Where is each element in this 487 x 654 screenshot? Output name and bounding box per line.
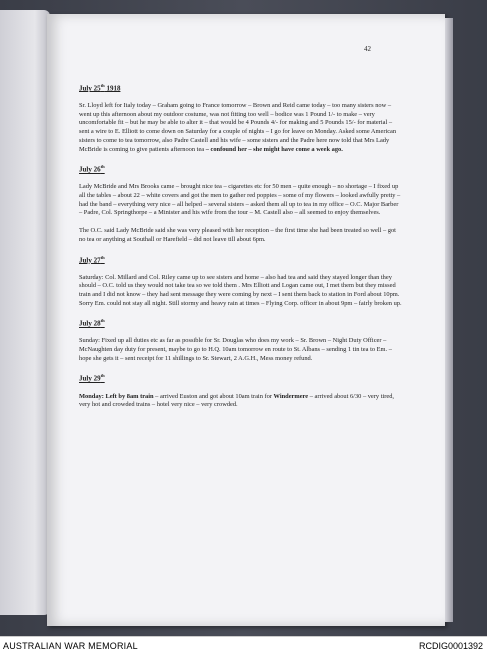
bold-text-run: Monday: Left by 8am train xyxy=(79,392,154,400)
text-run: The O.C. said Lady McBride said she was very pleased with her reception – the first time she had been treated so well – got no tea or anything at Southall or Harefield – did not leave till about 6pm. xyxy=(79,227,396,243)
page-stack-edge xyxy=(445,18,453,622)
entry-date-heading xyxy=(79,317,402,328)
entry-date-suffix: th xyxy=(100,373,105,379)
entry-date-suffix: th xyxy=(100,254,105,260)
entry-date-heading xyxy=(79,372,402,383)
text-run: – arrived Euston and got about 10am train for xyxy=(153,392,274,400)
bold-text-run: Windermere xyxy=(273,392,309,400)
entry-date-year: 1918 xyxy=(104,84,121,93)
entry-date-suffix: th xyxy=(100,164,105,170)
text-run: Sunday: Fixed up all duties etc as far as possible for Sr. Douglas who does my work – Sr. Brown – Night Duty Officer – McNaughten day duty for present, maybe to go to H.Q. 10am tomorrow en route to St. Albans – sending 1 tin tea to Em. – hope she gets it – sent receipt for 11 shillings to Sr. Stewart, 2 A.G.H., Mess money refund. xyxy=(79,337,392,362)
text-run: Sr. Lloyd left for Italy today – Graham going to France tomorrow – Brown and Reid came today – too many sisters now – went up this afternoon about my outdoor costume, was not fitting too well – bodice was 1 Pound 1/- to make – very uncomfortable fit – but he may be able to alter it – that would be 4 Pounds 4/- for making and 5 Pounds 15/- for material – sent a wire to E. Elliott to come down on Saturday for a couple of nights – I go for leave on Monday. Asked some American sisters to come to tea tomorrow, also Padre Castell and his wife – some sisters and the Padre here now told that Mrs Lady McBride is coming to give patients afternoon tea xyxy=(79,102,397,153)
left-page-edge xyxy=(0,10,50,615)
entry-date-heading xyxy=(79,163,402,174)
entry-paragraph xyxy=(79,227,402,244)
entry-date-text: July 26 xyxy=(79,165,101,174)
text-run: Lady McBride and Mrs Brooks came – brought nice tea – cigarettes etc for 50 men – quite enough – no shortage – I fixed up all the tables – about 22 – white covers and got the men to gather red poppies – some of my flowers – looked awfully pretty – had the band – everything very nice – all helped – several sisters – asked them all up to tea in my office – O.C. Major Barber – Padre, Col. Springthorpe – a Minister and his wife from the tour – M. Castell also – all seemed to enjoy themselves. xyxy=(79,183,401,217)
entry-date-text: July 27 xyxy=(79,255,101,264)
entry-date-suffix: th xyxy=(100,83,105,88)
entry-paragraph xyxy=(79,337,402,363)
entry-date-suffix: th xyxy=(100,318,105,324)
entry-paragraph xyxy=(79,274,402,309)
page-number: 42 xyxy=(364,45,371,53)
bold-text-run: – confound her – she might have come a week ago. xyxy=(205,145,343,153)
entry-date-text: July 25 xyxy=(79,84,101,93)
entry-date-text: July 29 xyxy=(79,374,101,383)
footer-record-id: RCDIG0001392 xyxy=(418,641,483,651)
entry-paragraph xyxy=(79,183,402,218)
footer-institution: AUSTRALIAN WAR MEMORIAL xyxy=(3,641,138,651)
entry-date-text: July 28 xyxy=(79,319,101,328)
text-run: – arrived about 6/30 – very tired, very hot and crowded trains – hotel very nice – very crowded. xyxy=(79,392,395,409)
text-run: Saturday: Col. Millard and Col. Riley came up to see sisters and home – also had tea and said they stayed longer than they should – O.C. told us they would not take tea so we told them . Mrs Elliott and Logan came out, I met them but they missed train and I did not know – they had sent message they were coming by next – I sent them back to station in Ford about 10pm. Sorry Em. could not stay all night. Still stormy and heavy rain at times – Flying Corp. officer in about 9pm – fairly broken up. xyxy=(79,273,402,307)
entry-date-heading xyxy=(79,82,402,93)
entry-date-heading xyxy=(79,254,402,265)
diary-content xyxy=(79,82,402,419)
entry-paragraph xyxy=(79,393,402,410)
archive-footer xyxy=(0,636,487,654)
entry-paragraph xyxy=(79,102,402,154)
